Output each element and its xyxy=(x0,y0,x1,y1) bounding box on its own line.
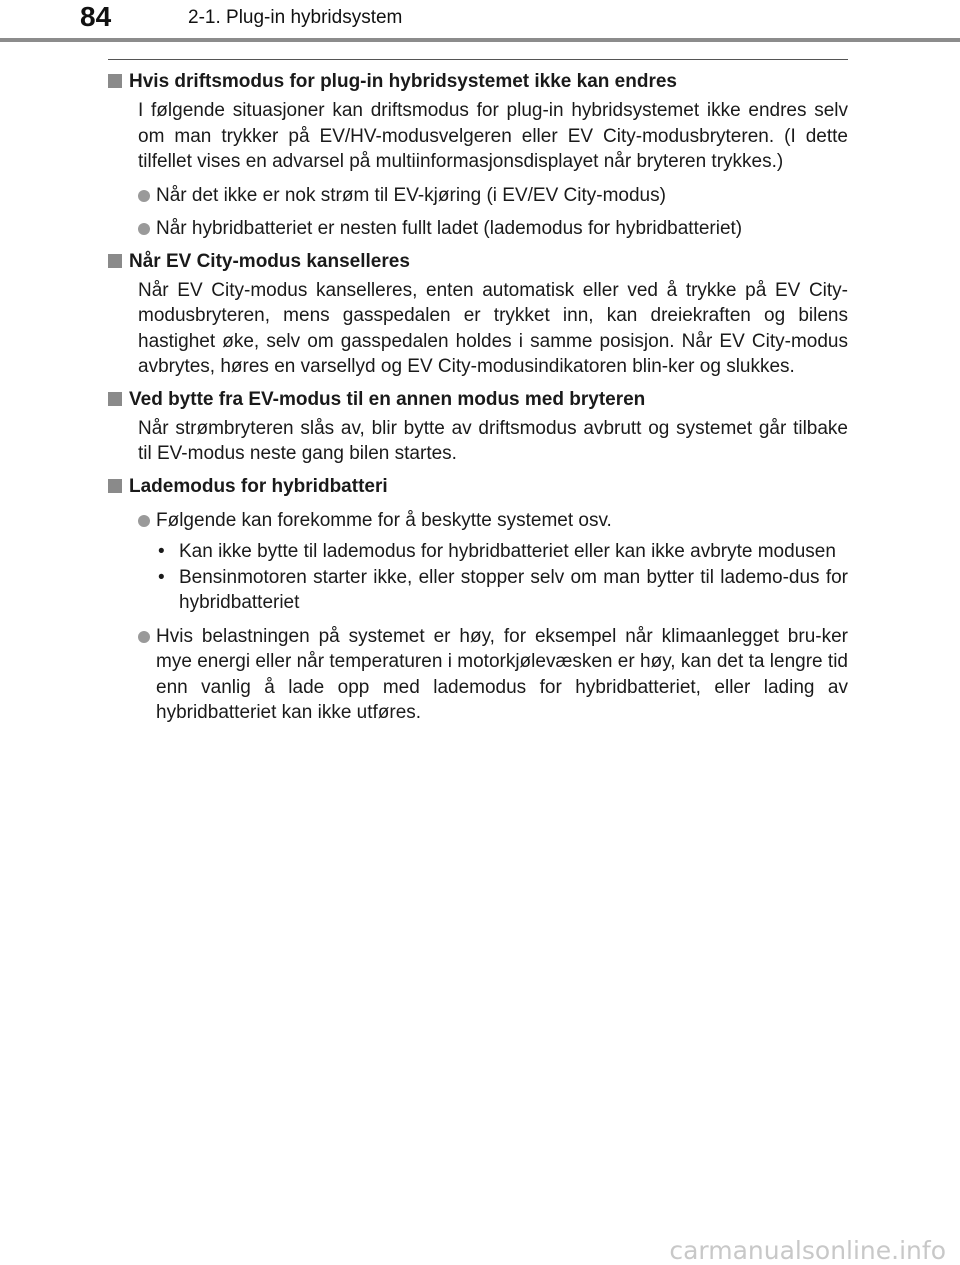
section-paragraph: I følgende situasjoner kan driftsmodus for plug-in hybridsystemet ikke endres selv om man trykker på EV/HV-modusvelgeren eller EV City-modusbryteren. (I dette tilfellet vises en advarsel på multiinformasjonsdisplayet når bryteren trykkes.) xyxy=(138,100,848,172)
list-item xyxy=(138,183,848,209)
bullet-text: Følgende kan forekomme for å beskytte systemet osv. xyxy=(156,509,612,531)
section-paragraph: Når strømbryteren slås av, blir bytte av driftsmodus avbrutt og systemet går tilbake til EV-modus neste gang bilen startes. xyxy=(138,417,848,464)
section-title: 2-1. Plug-in hybridsystem xyxy=(188,7,403,28)
page-header xyxy=(0,0,960,44)
square-bullet-icon xyxy=(108,74,122,88)
watermark: carmanualsonline.info xyxy=(669,1236,946,1265)
sub-list-item xyxy=(158,539,848,565)
page-content xyxy=(108,68,848,726)
list-item xyxy=(138,624,848,726)
circle-bullet-icon xyxy=(138,223,150,235)
heading-text: Når EV City-modus kanselleres xyxy=(129,250,410,272)
heading-text: Hvis driftsmodus for plug-in hybridsystemet ikke kan endres xyxy=(129,71,677,92)
circle-bullet-icon xyxy=(138,190,150,202)
page-number: 84 xyxy=(80,1,112,32)
section-heading xyxy=(108,248,848,275)
section-bytte-fra-ev xyxy=(108,386,848,467)
sub-bullet-text: Kan ikke bytte til lademodus for hybridbatteriet eller kan ikke avbryte modusen xyxy=(179,541,836,562)
content-top-rule xyxy=(108,59,848,60)
circle-bullet-icon xyxy=(138,515,150,527)
bullet-text: Hvis belastningen på systemet er høy, for eksempel når klimaanlegget bru-ker mye energi eller når temperaturen i motorkjølevæsken er høy, kan det ta lengre tid enn vanlig å lade opp med lademodus for hybridbatteriet, eller lading av hybridbatteriet kan ikke utføres. xyxy=(156,625,848,723)
section-driftsmodus xyxy=(108,68,848,242)
square-bullet-icon xyxy=(108,479,122,493)
square-bullet-icon xyxy=(108,392,122,406)
circle-bullet-icon xyxy=(138,631,150,643)
sub-bullet-text: Bensinmotoren starter ikke, eller stopper selv om man bytter til lademo-dus for hybridbatteriet xyxy=(179,566,848,613)
sub-bullet-mark: • xyxy=(158,541,165,562)
sub-list-item xyxy=(158,565,848,616)
section-heading xyxy=(108,473,848,500)
bullet-text: Når hybridbatteriet er nesten fullt ladet (lademodus for hybridbatteriet) xyxy=(156,218,743,239)
list-item xyxy=(138,216,848,242)
square-bullet-icon xyxy=(108,254,122,268)
heading-text: Lademodus for hybridbatteri xyxy=(129,475,388,497)
section-paragraph: Når EV City-modus kanselleres, enten automatisk eller ved å trykke på EV City-modusbryteren, mens gasspedalen er trykket inn, kan dreiekraften og bilens hastighet øke, selv om gasspedalen holdes i samme posisjon. Når EV City-modus avbrytes, høres en varsellyd og EV City-modusindikatoren blin-ker og slukkes. xyxy=(138,279,848,377)
header-rule xyxy=(0,38,960,42)
list-item xyxy=(138,508,848,534)
section-heading xyxy=(108,68,848,95)
heading-text: Ved bytte fra EV-modus til en annen modus med bryteren xyxy=(129,388,646,410)
section-lademodus xyxy=(108,473,848,726)
sub-bullet-mark: • xyxy=(158,566,165,588)
bullet-text: Når det ikke er nok strøm til EV-kjøring (i EV/EV City-modus) xyxy=(156,184,666,206)
section-ev-city-kansellering xyxy=(108,248,848,380)
section-heading xyxy=(108,386,848,413)
